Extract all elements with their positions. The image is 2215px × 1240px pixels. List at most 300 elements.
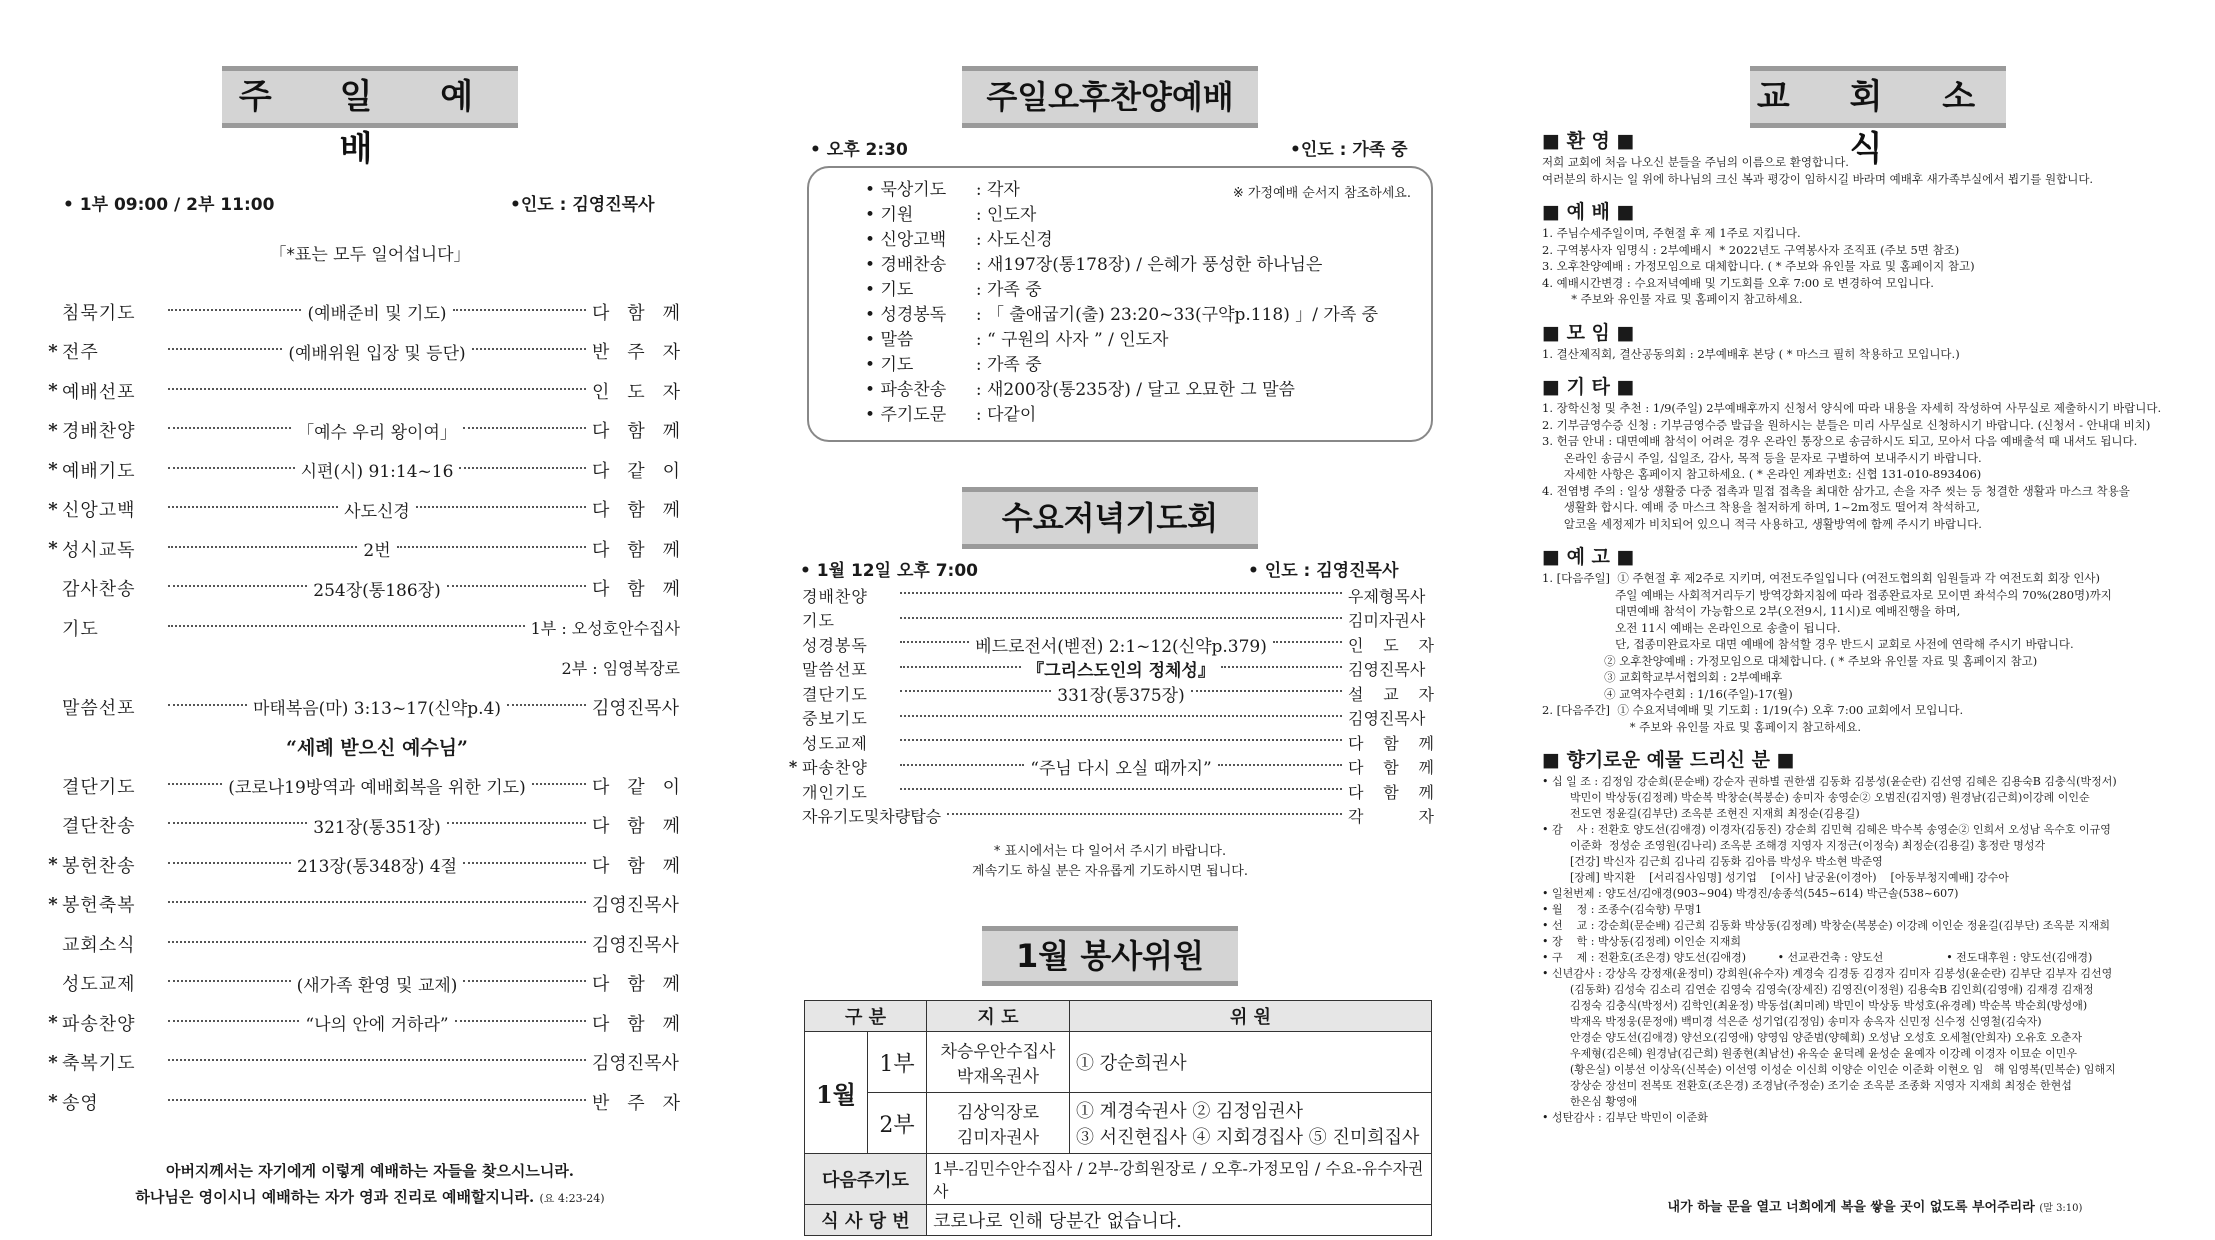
offering-line: 한은심 황영애 [1542,1095,1638,1108]
afternoon-order-item [865,403,1378,428]
sunday-order-stand-mark: * [48,340,58,362]
offering-line: • 선 교 : 강순희(문순배) 김근희 김동화 박상동(김정례) 박창순(복봉순) 이강례 이인순 정윤길(김부단) 조옥분 지재희 [1542,919,2111,932]
wednesday-order-person: 김영진목사 [1348,660,1426,680]
wednesday-order-person: 김영진목사 [1348,709,1426,729]
sunday-order-leader-dots [168,585,307,587]
sunday-order-person: 다 함 께 [592,855,681,877]
sunday-order-label: 기도 [62,618,99,640]
sunday-order-row [44,411,680,451]
sunday-order-label: 봉헌축복 [62,895,136,917]
sunday-order-label: 파송찬양 [62,1013,136,1035]
sunday-order-leader-dots [168,941,586,943]
offering-line: • 감 사 : 전환호 양도선(김애경) 이경자(김동진) 강순희 김민혁 김혜은 박수복 송영순② 인희서 오성남 옥수호 이규영 [1542,823,2111,836]
news-line: 1. [다음주일] ① 주현절 후 제2주로 지키며, 여전도주일입니다 (여전도협의회 임원들과 각 여전도회 회장 인사) [1542,571,2101,585]
worship-leader: •인도 : 김영진목사 [510,195,655,215]
duty-header-row [805,1001,1432,1032]
offering-line: 박민이 박상동(김정례) 박순복 박창순(복봉순) 송미자 송영순② 오범진(김지영) 원경남(김근희)이강례 이인순 [1542,791,2090,804]
news-line: ② 오후찬양예배 : 가정모임으로 대체합니다. ( * 주보와 유인물 자료 및 홈페이지 참고) [1542,653,2038,668]
sunday-order-row [44,648,680,688]
news-section-heading: ■ 기 타 ■ [1542,376,1635,398]
duty-guide-2: 김상익장로 김미자권사 [926,1093,1069,1154]
sunday-order-leader-dots [463,427,586,429]
wednesday-order-detail: 331장(통375장) [1057,685,1185,706]
sunday-order-stand-mark: * [48,498,58,520]
sunday-order-person: 반 주 자 [592,342,680,364]
sunday-order-detail: 시편(시) 91:14~16 [300,462,454,483]
offering-line: 김정숙 김충식(박정서) 김학인(최윤정) 박동섭(최미례) 박민이 박상동 박성호(유경례) 박순복 박순희(방성애) [1542,999,2088,1012]
duty-meal-row [805,1205,1432,1236]
right-column [1530,0,2200,1240]
offering-line: 전도연 정윤길(김부단) 조옥분 조현진 지재희 최정순(김용길) [1542,807,1860,820]
sunday-order-stand-mark: * [48,893,58,915]
sunday-order-person: 다 함 께 [592,539,680,561]
sunday-order-stand-mark: * [48,538,58,560]
afternoon-order-label: 말씀 [880,330,914,350]
standing-note: 「*표는 모두 일어섭니다」 [269,245,471,265]
sunday-order-leader-dots [168,1020,299,1022]
duty-title: 1월 봉사위원 [982,926,1238,986]
news-line: 2. 기부금영수증 신청 : 기부금영수증 발급을 원하시는 분들은 미리 사무실로 신청하시기 바랍니다. (신청서 - 안내대 비치) [1542,417,2151,432]
sunday-order-person: 김영진목사 [592,1053,679,1075]
sunday-order-detail: 254장(통186장) [313,580,441,601]
wednesday-order-label: 경배찬양 [802,586,868,606]
afternoon-order-value: : 가족 중 [970,355,1042,375]
sunday-order-label: 성시교독 [62,539,136,561]
wednesday-time: • 1월 12일 오후 7:00 [800,561,978,581]
sunday-order-person: 다 같 이 [592,460,680,482]
afternoon-order-item [865,353,1378,378]
offering-line: 박재옥 박정웅(문정애) 백미경 석은준 성기업(김정임) 송미자 송옥자 신민정 신수정 신영철(김숙자) [1542,1015,2042,1028]
afternoon-order-label: 기원 [880,205,914,225]
sunday-order-row [44,924,680,964]
afternoon-order-value: : 새200장(통235장) / 달고 오묘한 그 말씀 [970,380,1295,400]
bullet-icon: • [865,380,881,400]
sunday-order-label: 성도교제 [62,974,136,996]
news-line: 저희 교회에 처음 나오신 분들을 주님의 이름으로 환영합니다. [1542,155,1849,169]
sunday-order-label: 결단찬송 [62,816,136,838]
duty-row-1 [805,1032,1432,1093]
sunday-order-label: 축복기도 [62,1053,136,1075]
wednesday-order-leader-dots [900,764,1024,766]
worship-order [44,292,680,1122]
sunday-order-leader-dots [168,506,338,508]
wednesday-order-label: 성경봉독 [802,635,868,655]
offering-line: [건강] 박신자 김근희 김나리 김동화 김아름 박성우 박소현 박준영 [1542,855,1883,868]
sunday-order-leader-dots [168,704,247,706]
bullet-icon: • [865,405,881,425]
left-column [0,0,740,1240]
sunday-order-leader-dots [168,388,586,390]
sunday-order-leader-dots [463,862,586,864]
wednesday-order-stand-mark: * [788,757,798,777]
news-line: 4. 예배시간변경 : 수요저녁예배 및 기도회를 오후 7:00 로 변경하여 모입니다. [1542,275,1934,290]
sunday-order-label: 예배기도 [62,460,136,482]
bullet-icon: • [865,305,881,325]
duty-members-1: ① 강순희권사 [1069,1032,1431,1093]
afternoon-order-item [865,253,1378,278]
news-section-heading: ■ 환 영 ■ [1542,130,1635,152]
offering-line: • 월 정 : 조종수(김숙향) 무명1 [1542,903,1703,916]
offering-line: 이준화 정성순 조영원(김나리) 조옥분 조해경 지영자 지정근(이정숙) 최정순(김용길) 홍정란 명성각 [1542,839,2046,852]
offering-heading: ■ 향기로운 예물 드리신 분 ■ [1542,749,1795,771]
sunday-order-person: 반 주 자 [592,1092,680,1114]
sunday-order-person: 김영진목사 [592,934,679,956]
duty-part-1: 1부 [868,1032,927,1093]
bullet-icon: • [865,330,881,350]
news-section-heading: ■ 예 고 ■ [1542,546,1635,568]
sunday-order-row [44,1043,680,1083]
wednesday-order [784,583,1434,838]
sunday-order-label: 예배선포 [62,381,136,403]
afternoon-order-list [865,178,1378,428]
sunday-order-stand-mark: * [48,854,58,876]
sunday-order-leader-dots [447,585,586,587]
offering-line: [장례] 박지환 [서리집사임명] 성기업 [이사] 남궁윤(이경아) [아동부청지예배] 강수아 [1542,871,2009,884]
news-line: 오전 11시 예배는 온라인으로 송출이 됩니다. [1542,620,1841,635]
news-line: * 주보와 유인물 자료 및 홈페이지 참고하세요. [1542,719,1862,734]
sunday-order-label: 신앙고백 [62,500,136,522]
sunday-order-leader-dots [397,546,586,548]
news-line: ④ 교역자수련회 : 1/16(주일)-17(월) [1542,686,1793,701]
news-line: 2. [다음주간] ① 수요저녁예배 및 기도회 : 1/19(수) 오후 7:00 교회에서 모입니다. [1542,703,1964,717]
sunday-order-detail: 마태복음(마) 3:13~17(신약p.4) [252,699,502,720]
duty-next-value: 1부-김민수안수집사 / 2부-강희원장로 / 오후-가정모임 / 수요-유수자권사 [926,1154,1431,1205]
church-news-title: 교 회 소 식 [1750,66,2006,128]
wednesday-order-leader-dots [1221,666,1342,668]
offering-line: 우제형(김은혜) 원경남(김근희) 원종현(최남선) 유옥순 윤덕례 윤성순 윤예자 이강례 이경자 이묘순 이민우 [1542,1047,2077,1060]
sunday-order-person: 다 함 께 [592,421,681,443]
sunday-order-detail: 321장(통351장) [313,817,441,838]
sunday-order-leader-dots [168,783,222,785]
wednesday-order-row [784,755,1434,780]
news-section-heading: ■ 예 배 ■ [1542,201,1635,223]
sunday-order-leader-dots [168,467,295,469]
sunday-order-label: 침묵기도 [62,302,136,324]
offering-line: (김동화) 김성숙 김소리 김연순 김영숙 김영숙(장세진) 김영진(이정원) 김용숙B 김인희(김영애) 김재경 김재정 [1542,983,2094,996]
wednesday-order-person: 다 함 께 [1348,782,1434,802]
sunday-order-person: 다 같 이 [592,776,680,798]
wednesday-order-leader-dots [900,592,1342,594]
sunday-order-leader-dots [453,309,586,311]
sunday-order-leader-dots [168,862,291,864]
offering-line: 장상순 장선미 전복또 전환호(조은경) 조경남(주정순) 조기순 조옥분 조종화 지영자 지재희 최정순 한현섭 [1542,1079,2072,1092]
sunday-order-row [44,450,680,490]
sunday-order-leader-dots [168,980,291,982]
sunday-order-label: 감사찬송 [62,579,136,601]
sunday-order-row [44,332,680,372]
sunday-order-person: 인 도 자 [592,381,680,403]
news-line: ③ 교회학교부서협의회 : 2부예배후 [1542,670,1783,684]
afternoon-order-value: : “ 구원의 사자 ” / 인도자 [970,330,1169,350]
wednesday-order-detail: 베드로전서(벧전) 2:1~12(신약p.379) [975,636,1267,657]
afternoon-order-item [865,328,1378,353]
sunday-order-stand-mark: * [48,1051,58,1073]
worship-time: • 1부 09:00 / 2부 11:00 [63,195,275,215]
wednesday-order-person: 다 함 께 [1348,758,1434,778]
duty-members-2: ① 계경숙권사 ② 김정임권사 ③ 서진현집사 ④ 지회경집사 ⑤ 진미희집사 [1069,1093,1431,1154]
sunday-order-leader-dots [168,546,357,548]
closing-verse-ref: (요 4:23-24) [539,1192,605,1205]
sunday-order-detail: “세례 받으신 예수님” [286,736,468,759]
afternoon-order-item [865,378,1378,403]
offering-line: • 신년감사 : 강상옥 강정재(윤정미) 강희원(유수자) 계경숙 김경동 김경자 김미자 김봉성(윤순란) 김부단 김부자 김선영 [1542,967,2113,980]
sunday-order-stand-mark: * [48,459,58,481]
wednesday-order-leader-dots [900,739,1342,741]
news-line: 1. 장학신청 및 추천 : 1/9(주일) 2부예배후까지 신청서 양식에 따라 내용을 자세히 작성하여 사무실로 제출하시기 바랍니다. [1542,401,2162,415]
afternoon-order-value: : 각자 [970,180,1020,200]
wednesday-order-label: 결단기도 [802,684,868,704]
duty-table [804,1000,1432,1236]
sunday-order-row [44,529,680,569]
wednesday-order-leader-dots [900,666,1021,668]
sunday-order-row [44,806,680,846]
bullet-icon: • [865,280,881,300]
sunday-order-label: 교회소식 [62,934,136,956]
sunday-order-stand-mark: * [48,1091,58,1113]
sunday-order-person: 다 함 께 [592,1013,680,1035]
family-worship-note: ※ 가정예배 순서지 참조하세요. [1232,186,1411,201]
sunday-order-row [44,371,680,411]
offering-line: 안경순 양도선(김애경) 양선오(김영애) 양영임 양준범(양혜희) 오성남 오성호 오세철(안희자) 오유호 오춘자 [1542,1031,2083,1044]
closing-verse-2: 하나님은 영이시니 예배하는 자가 영과 진리로 예배할지니라. [135,1188,535,1206]
afternoon-order-value: : 사도신경 [970,230,1053,250]
sunday-order-person: 다 함 께 [592,974,681,996]
news-line: 1. 주님수세주일이며, 주현절 후 제 1주로 지킵니다. [1542,226,1801,240]
sunday-order-leader-dots [459,467,586,469]
duty-guide-1: 차승우안수집사 박재옥권사 [926,1032,1069,1093]
wednesday-order-leader-dots [900,715,1342,717]
wednesday-order-row [784,681,1434,706]
sunday-order-detail: “나의 안에 거하라” [305,1015,449,1036]
footer-verse-ref: (말 3:10) [2039,1203,2083,1214]
bullet-icon: • [865,255,881,275]
duty-header-part: 구 분 [805,1001,927,1032]
wednesday-order-leader-dots [947,813,1342,815]
duty-header-members: 위 원 [1069,1001,1431,1032]
afternoon-order-label: 신앙고백 [880,230,947,250]
wednesday-order-detail: “주님 다시 오실 때까지” [1030,759,1212,780]
sunday-order-leader-dots [168,348,282,350]
sunday-order-row [44,766,680,806]
wednesday-order-leader-dots [900,617,1342,619]
wednesday-order-label: 중보기도 [802,709,868,729]
closing-verse-1: 아버지께서는 자기에게 이렇게 예배하는 자들을 찾으시느니라. [165,1162,575,1180]
footer-verse-wrap [1530,1196,2215,1215]
closing-verse-2-wrap [0,1186,740,1207]
wednesday-order-person: 각 자 [1348,807,1434,827]
sunday-order-detail: (새가족 환영 및 교제) [296,975,458,996]
wednesday-order-label: 성도교제 [802,733,868,753]
sunday-order-row [44,569,680,609]
wednesday-order-row [784,730,1434,755]
afternoon-order-item [865,228,1378,253]
afternoon-order-item [865,203,1378,228]
wednesday-order-row [784,779,1434,804]
sunday-order-leader-dots [416,506,586,508]
wednesday-order-label: 자유기도및차량탑승 [802,807,942,827]
sunday-order-row [44,885,680,925]
sunday-order-person: 김영진목사 [592,697,679,719]
news-line: 3. 오후찬양예배 : 가정모임으로 대체합니다. ( * 주보와 유인물 자료 및 홈페이지 참고) [1542,259,1975,273]
footer-verse: 내가 하늘 문을 열고 너희에게 복을 쌓을 곳이 없도록 부어주리라 [1667,1200,2035,1215]
afternoon-order-item [865,278,1378,303]
sunday-order-person: 다 함 께 [592,579,680,601]
offering-line: (황은실) 이봉선 이상옥(신복순) 이선영 이성순 이신희 이양순 이인순 이준화 이현오 임 해 임영복(민복순) 임해지 [1542,1063,2116,1076]
duty-month: 1월 [805,1032,868,1154]
sunday-order-row [44,727,680,767]
wednesday-order-row [784,608,1434,633]
sunday-order-person: 다 함 께 [592,816,680,838]
sunday-order-person: 2부 : 임영복장로 [561,658,680,678]
offering-line: • 성탄감사 : 김부단 박민이 이준화 [1542,1111,1708,1124]
sunday-order-detail: (예배위원 입장 및 등단) [288,343,466,364]
news-line: 알코올 세정제가 비치되어 있으니 적극 사용하고, 생활방역에 함께 주시기 바랍니다. [1542,516,1982,531]
afternoon-order-value: : 새197장(통178장) / 은혜가 풍성한 하나님은 [970,255,1323,275]
wednesday-order-detail: 『그리스도인의 정체성』 [1027,661,1215,682]
offering-line: • 장 학 : 박상동(김정례) 이인순 지재희 [1542,935,1742,948]
news-line: 여러분의 하시는 일 위에 하나님의 크신 복과 평강이 임하시길 바라며 예배후 새가족부실에서 뵙기를 원합니다. [1542,171,2094,186]
news-line: 4. 전염병 주의 : 일상 생활중 다중 접촉과 밀접 접촉을 최대한 삼가고, 손을 자주 씻는 등 청결한 생활과 마스크 착용을 [1542,483,2130,498]
sunday-order-label: 송영 [62,1092,99,1114]
sunday-order-leader-dots [168,901,586,903]
middle-column [770,0,1450,1240]
wednesday-order-leader-dots [1273,641,1342,643]
sunday-order-leader-dots [507,704,586,706]
bullet-icon: • [865,180,881,200]
sunday-order-label: 전주 [62,342,99,364]
sunday-order-row [44,292,680,332]
afternoon-order-label: 기도 [880,280,914,300]
sunday-order-detail: (예배준비 및 기도) [307,304,447,325]
afternoon-order-label: 묵상기도 [880,180,947,200]
sunday-order-label: 결단기도 [62,776,136,798]
afternoon-time: • 오후 2:30 [810,140,908,160]
sunday-order-detail: 「예수 우리 왕이여」 [297,422,457,443]
afternoon-order-value: : 가족 중 [970,280,1042,300]
wednesday-order-row [784,657,1434,682]
sunday-order-leader-dots [168,309,301,311]
news-section-heading: ■ 모 임 ■ [1542,321,1635,344]
sunday-order-leader-dots [168,1059,586,1061]
duty-next-prayer-row [805,1154,1432,1205]
sunday-order-detail: 사도신경 [344,501,410,522]
wednesday-order-row [784,706,1434,731]
sunday-order-leader-dots [455,1020,586,1022]
wednesday-order-leader-dots [1218,764,1342,766]
wednesday-order-person: 설 교 자 [1348,684,1434,704]
sunday-order-detail: 213장(통348장) 4절 [296,857,458,878]
afternoon-order-value: : 인도자 [970,205,1037,225]
sunday-order-stand-mark: * [48,1012,58,1034]
wednesday-order-row [784,804,1434,829]
afternoon-order-value: : 「 출애굽기(출) 23:20~33(구약p.118) 」/ 가족 중 [970,305,1379,325]
wednesday-note-1: * 표시에서는 다 일어서 주시기 바랍니다. [993,844,1227,859]
sunday-order-leader-dots [532,783,586,785]
afternoon-order-item [865,303,1378,328]
wednesday-order-leader-dots [900,690,1051,692]
sunday-order-leader-dots [472,348,586,350]
sunday-worship-title: 주 일 예 배 [222,66,518,128]
wednesday-order-leader-dots [900,788,1342,790]
wednesday-note-2: 계속기도 하실 분은 자유롭게 기도하시면 됩니다. [972,864,1248,879]
news-line: 단, 접종미완료자로 대면 예배에 참석할 경우 반드시 교회로 사전에 연락해 주시기 바랍니다. [1542,637,2074,651]
offering-line: • 일천번제 : 양도선/김애경(903~904) 박경진/송종석(545~614) 박근솔(538~607) [1542,887,1959,900]
sunday-order-leader-dots [168,427,291,429]
duty-meal-value: 코로나로 인해 당분간 없습니다. [926,1205,1431,1236]
news-line: 온라인 송금시 주일, 십일조, 감사, 목적 등을 문자로 구별하여 보내주시기 바랍니다. [1542,450,1982,465]
wednesday-order-label: 개인기도 [802,782,868,802]
duty-header-guide: 지 도 [926,1001,1069,1032]
duty-meal-label: 식 사 당 번 [805,1205,927,1236]
afternoon-order-label: 성경봉독 [880,305,947,325]
sunday-order-leader-dots [463,980,586,982]
wednesday-order-person: 우제형목사 [1348,586,1426,606]
sunday-order-row [44,608,680,648]
offering-line: • 구 제 : 전환호(조은경) 양도선(김애경) • 선교관건축 : 양도선 • 전도대후원 : 양도선(김애경) [1542,951,2093,964]
offering-line: • 십 일 조 : 김정임 강순희(문순배) 강순자 권하별 권한샘 김동화 김봉성(윤순란) 김선영 김혜은 김용숙B 김충식(박정서) [1542,775,2117,788]
news-line: 자세한 사항은 홈페이지 참고하세요. ( * 온라인 계좌번호: 신협 131-010-893406) [1542,467,1982,481]
sunday-order-leader-dots [168,625,525,627]
news-line: * 주보와 유인물 자료 및 홈페이지 참고하세요. [1542,292,1803,306]
news-line: 생활화 합시다. 예배 중 마스크 착용을 철저하게 하며, 1~2m정도 떨어져 착석하고, [1542,500,1980,514]
sunday-order-stand-mark: * [48,419,58,441]
duty-part-2: 2부 [868,1093,927,1154]
sunday-order-leader-dots [168,822,307,824]
sunday-order-row [44,490,680,530]
duty-next-label: 다음주기도 [805,1154,927,1205]
sunday-order-person: 다 함 께 [592,500,681,522]
news-line: 주일 예배는 사회적거리두기 방역강화지침에 따라 접종완료자로 모이면 좌석수의 70%(280명)까지 [1542,587,2112,602]
wednesday-order-label: 말씀선포 [802,660,868,680]
news-line: 1. 결산제직회, 결산공동의회 : 2부예배후 본당 ( * 마스크 필히 착용하고 모입니다.) [1542,346,1960,361]
wednesday-order-person: 김미자권사 [1348,611,1426,631]
afternoon-worship-title: 주일오후찬양예배 [962,66,1258,128]
sunday-order-person: 1부 : 오성호안수집사 [530,619,680,639]
sunday-order-label: 봉헌찬송 [62,855,136,877]
sunday-order-row [44,845,680,885]
sunday-order-row [44,1082,680,1122]
afternoon-order-item [865,178,1378,203]
sunday-order-leader-dots [168,1099,586,1101]
sunday-order-row [44,964,680,1004]
wednesday-order-leader-dots [900,641,969,643]
afternoon-order-label: 경배찬송 [880,255,947,275]
sunday-order-person: 다 함 께 [592,302,680,324]
wednesday-order-leader-dots [1191,690,1342,692]
afternoon-order-box [807,166,1433,442]
news-line: 대면예배 참석이 가능함으로 2부(오전9시, 11시)로 예배진행을 하며, [1542,604,1961,618]
sunday-order-row [44,687,680,727]
news-line: 2. 구역봉사자 임명식 : 2부예배시 * 2022년도 구역봉사자 조직표 (주보 5면 참조) [1542,242,1960,257]
bullet-icon: • [865,355,881,375]
sunday-order-label: 말씀선포 [62,697,136,719]
sunday-order-label: 경배찬양 [62,421,136,443]
sunday-order-detail: (코로나19방역과 예배회복을 위한 기도) [228,778,526,799]
afternoon-order-value: : 다같이 [970,405,1037,425]
wednesday-order-label: 파송찬양 [802,758,868,778]
sunday-order-person: 김영진목사 [592,895,679,917]
sunday-order-row [44,1003,680,1043]
afternoon-order-label: 기도 [880,355,914,375]
wednesday-order-person: 다 함 께 [1348,733,1434,753]
sunday-order-leader-dots [447,822,586,824]
bullet-icon: • [865,205,881,225]
news-line: 3. 헌금 안내 : 대면예배 참석이 어려운 경우 온라인 통장으로 송금하시도 되고, 모아서 다음 예배출석 때 내셔도 됩니다. [1542,434,2138,448]
afternoon-leader: •인도 : 가족 중 [1290,140,1408,160]
wednesday-order-row [784,583,1434,608]
wednesday-prayer-title: 수요저녁기도회 [962,487,1258,549]
wednesday-leader: • 인도 : 김영진목사 [1248,561,1399,581]
